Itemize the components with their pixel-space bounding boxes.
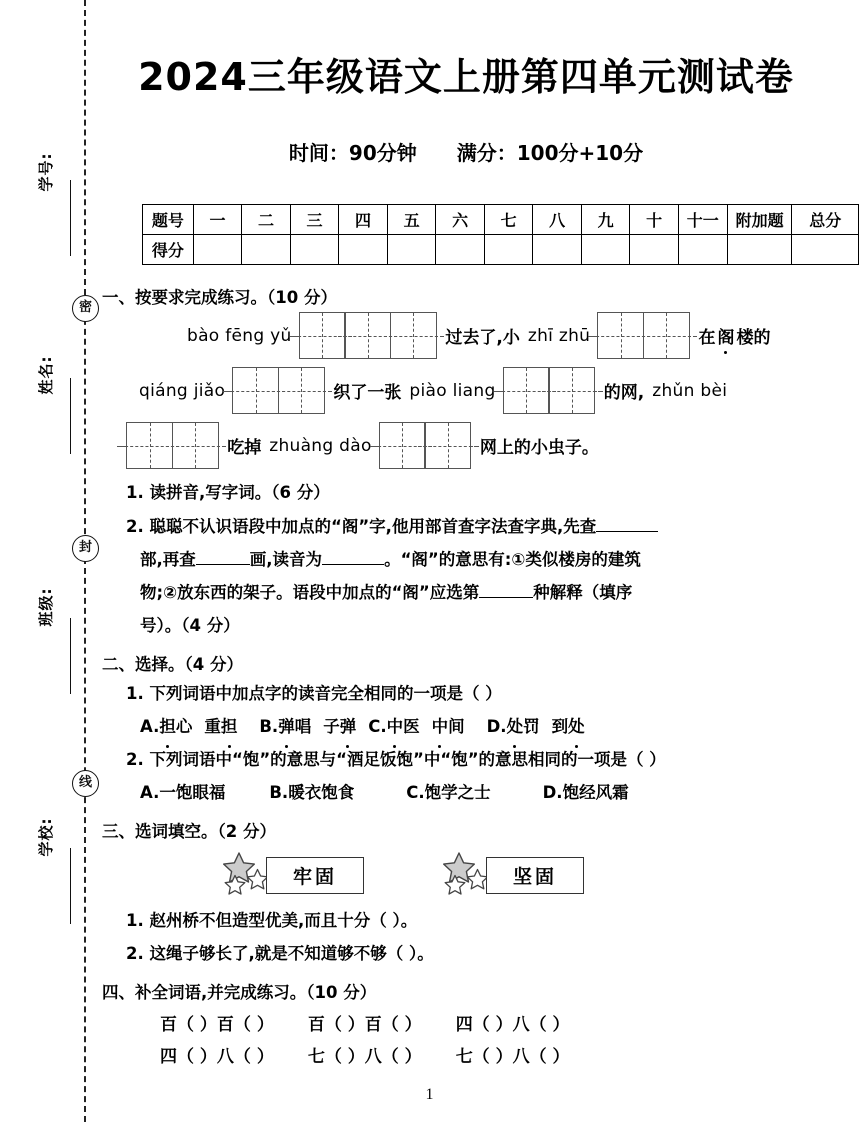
- score-cell-5[interactable]: [387, 235, 436, 265]
- idiom-item[interactable]: 七（ ）八（ ）: [455, 1047, 570, 1067]
- section-1-heading: 一、按要求完成练习。（10 分）: [102, 288, 337, 307]
- passage-text-1: 过去了,小: [445, 328, 520, 348]
- option-d-label: D.: [486, 717, 507, 736]
- score-col-extra: 附加题: [727, 205, 792, 235]
- q2-blank-radical[interactable]: [596, 513, 658, 532]
- tianzige-cell[interactable]: [172, 422, 219, 469]
- option-d-dot-char-2: 处: [568, 712, 585, 742]
- q2-blank-pronunciation[interactable]: [322, 546, 384, 565]
- option2-d[interactable]: [543, 783, 629, 802]
- idiom-row-1: [160, 1010, 848, 1035]
- word-choice-row: [220, 850, 848, 900]
- option-d-word-2-pre: 到: [551, 717, 569, 736]
- idiom-item[interactable]: 百（ ）百（ ）: [160, 1015, 274, 1035]
- option-d-dot-char-1: 处: [507, 712, 524, 742]
- answer-grid-5[interactable]: [126, 422, 217, 469]
- option-b-dot-char-2: 弹: [340, 712, 357, 742]
- q2-blank-meaning[interactable]: [479, 579, 533, 598]
- margin-label-name: 姓名:: [37, 355, 55, 395]
- section-3-question-1[interactable]: 1. 赵州桥不但造型优美,而且十分（ ）。: [126, 911, 418, 930]
- idiom-item[interactable]: 七（ ）八（ ）: [307, 1047, 422, 1067]
- pinyin-zhuangdao: zhuàng dào: [269, 435, 372, 456]
- star-cluster-1: [220, 850, 272, 900]
- option-c-dot-char-1: 中: [387, 712, 404, 742]
- option-a-dot-char-1: 担: [159, 712, 176, 742]
- section-2-question-1: 1. 下列词语中加点字的读音完全相同的一项是（ ）: [126, 684, 502, 703]
- score-cell-8[interactable]: [533, 235, 582, 265]
- score-col-11: 十一: [678, 205, 727, 235]
- option2-b-text: 暖衣饱食: [288, 783, 355, 802]
- option2-a-label: A.: [140, 783, 160, 802]
- pinyin-line-1: [180, 312, 848, 359]
- option-b-word-2-pre: 子: [323, 717, 340, 736]
- score-col-9: 九: [581, 205, 630, 235]
- option2-b-label: B.: [269, 783, 289, 802]
- star-icon-small-2: [444, 874, 466, 895]
- option-a-dot-char-2: 担: [221, 712, 238, 742]
- word-option-laogu[interactable]: 牢固: [266, 857, 364, 894]
- star-icon-small-2: [224, 874, 246, 895]
- answer-grid-4[interactable]: [503, 367, 594, 414]
- section-3-question-2[interactable]: 2. 这绳子够长了,就是不知道够不够（ ）。: [126, 944, 434, 963]
- option2-d-text: 饱经风霜: [562, 783, 629, 802]
- option2-d-label: D.: [542, 783, 563, 802]
- pinyin-line-3: [126, 422, 848, 469]
- score-cell-9[interactable]: [581, 235, 630, 265]
- pinyin-piaoliang: piào liang: [409, 380, 496, 401]
- q2-text-a: 2. 聪聪不认识语段中加点的“阁”字,他用部首查字法查字典,先查: [126, 517, 597, 536]
- word-option-jiangu[interactable]: 坚固: [486, 857, 584, 894]
- idiom-item[interactable]: 四（ ）八（ ）: [455, 1015, 570, 1035]
- option-d[interactable]: [487, 717, 585, 736]
- option2-b[interactable]: [269, 783, 354, 802]
- q2-text-c: 画,读音为: [249, 550, 323, 569]
- tianzige-cell[interactable]: [548, 367, 595, 414]
- answer-grid-2[interactable]: [597, 312, 688, 359]
- star-cluster-2: [440, 850, 492, 900]
- option-c-word-1-rest: 医: [403, 717, 420, 736]
- tianzige-cell[interactable]: [424, 422, 471, 469]
- seal-mark-feng: 封: [72, 535, 99, 562]
- margin-rule-4: [70, 848, 71, 924]
- option-d-word-1-rest: 罚: [523, 717, 540, 736]
- score-col-4: 四: [339, 205, 388, 235]
- score-cell-extra[interactable]: [727, 235, 792, 265]
- pinyin-qiangjiao: qiáng jiǎo: [139, 380, 226, 401]
- passage-text-6: 网上的小虫子。: [479, 438, 599, 458]
- option2-a[interactable]: [140, 783, 225, 802]
- seal-mark-xian: 线: [72, 770, 99, 797]
- exam-total-score: 满分：100分+10分: [456, 141, 644, 165]
- option-b[interactable]: [259, 717, 356, 736]
- option2-c[interactable]: [406, 783, 490, 802]
- answer-grid-6[interactable]: [379, 422, 470, 469]
- answer-grid-3[interactable]: [232, 367, 323, 414]
- score-col-10: 十: [630, 205, 679, 235]
- score-table-value-row: [143, 235, 859, 265]
- exam-meta: [96, 137, 836, 166]
- option2-c-label: C.: [406, 783, 425, 802]
- passage-text-5: 吃掉: [227, 438, 262, 458]
- seal-margin: [0, 0, 96, 1122]
- margin-rule-3: [70, 618, 71, 694]
- score-table-row-label-score: 得分: [143, 235, 194, 265]
- q2-blank-strokes[interactable]: [196, 546, 250, 565]
- score-col-2: 二: [242, 205, 291, 235]
- section-1-question-1: 1. 读拼音,写字词。（6 分）: [126, 483, 330, 502]
- answer-grid-1[interactable]: [299, 312, 436, 359]
- option-b-dot-char-1: 弹: [278, 712, 295, 742]
- pinyin-baofengyu: bào fēng yǔ: [187, 325, 292, 346]
- score-cell-1[interactable]: [193, 235, 242, 265]
- option-a-label: A.: [140, 717, 160, 736]
- passage-dot-char-ge: 阁: [716, 323, 735, 348]
- pinyin-zhunbei: zhǔn bèi: [652, 380, 728, 401]
- option-b-label: B.: [259, 717, 279, 736]
- score-col-total: 总分: [792, 205, 859, 235]
- score-col-5: 五: [387, 205, 436, 235]
- tianzige-cell[interactable]: [278, 367, 325, 414]
- passage-text-2b: 楼的: [736, 328, 771, 348]
- passage-text-4: 的网,: [603, 383, 645, 403]
- option-a[interactable]: [140, 717, 237, 736]
- margin-label-student-id: 学号:: [37, 152, 55, 192]
- tianzige-cell[interactable]: [390, 312, 437, 359]
- exam-duration: 时间：90分钟: [288, 141, 417, 165]
- pinyin-line-2: [132, 367, 848, 414]
- idiom-item[interactable]: 四（ ）八（ ）: [160, 1047, 274, 1067]
- option-c-label: C.: [368, 717, 387, 736]
- q2-text-f: 种解释（填序: [533, 583, 633, 602]
- pinyin-zhizhu: zhī zhū: [527, 325, 591, 346]
- section-2-heading: 二、选择。（4 分）: [102, 655, 243, 674]
- tianzige-cell[interactable]: [643, 312, 690, 359]
- score-col-8: 八: [533, 205, 582, 235]
- section-2-question-2-options: [140, 778, 848, 808]
- margin-rule-2: [70, 378, 71, 454]
- score-table: [142, 204, 859, 265]
- page-number: 1: [425, 1086, 434, 1103]
- section-1-question-2: [126, 511, 848, 542]
- score-cell-10[interactable]: [630, 235, 679, 265]
- section-2-question-2: 2. 下列词语中“饱”的意思与“酒足饭饱”中“饱”的意思相同的一项是（ ）: [126, 750, 666, 769]
- score-cell-total[interactable]: [792, 235, 859, 265]
- word-choice-unit-2: [440, 850, 584, 900]
- option-a-word-1-rest: 心: [175, 717, 193, 736]
- q2-text-d: 。“阁”的意思有:①类似楼房的建筑: [384, 550, 641, 569]
- section-2-question-1-options: [140, 712, 848, 742]
- seal-mark-mi: 密: [72, 295, 99, 322]
- score-cell-4[interactable]: [339, 235, 388, 265]
- exam-body: [96, 284, 848, 1067]
- option2-a-text: 一饱眼福: [159, 783, 226, 802]
- option-b-word-1-rest: 唱: [294, 717, 312, 736]
- option-c[interactable]: [368, 717, 464, 736]
- score-cell-6[interactable]: [436, 235, 485, 265]
- option-a-word-2-pre: 重: [204, 717, 221, 736]
- score-col-1: 一: [193, 205, 242, 235]
- section-4-heading: 四、补全词语,并完成练习。（10 分）: [102, 983, 377, 1002]
- section-1-question-2-line3: [140, 578, 848, 608]
- score-col-6: 六: [436, 205, 485, 235]
- page-title: 2024三年级语文上册第四单元测试卷: [138, 55, 794, 99]
- score-cell-3[interactable]: [290, 235, 339, 265]
- score-col-3: 三: [290, 205, 339, 235]
- margin-rule-1: [70, 180, 71, 256]
- word-choice-unit-1: [220, 850, 364, 900]
- idiom-row-2: [160, 1042, 848, 1067]
- passage-text-2a: 在: [698, 328, 716, 348]
- score-col-7: 七: [484, 205, 533, 235]
- q2-text-b: 部,再查: [140, 550, 196, 569]
- score-table-header-row: [143, 205, 859, 235]
- margin-label-school: 学校:: [37, 817, 55, 857]
- score-cell-7[interactable]: [484, 235, 533, 265]
- score-cell-2[interactable]: [242, 235, 291, 265]
- q2-text-e: 物;②放东西的架子。语段中加点的“阁”应选第: [140, 583, 480, 602]
- option-c-dot-char-2: 中: [432, 712, 449, 742]
- section-3-heading: 三、选词填空。（2 分）: [102, 822, 276, 841]
- passage-text-3: 织了一张: [333, 383, 402, 403]
- option-c-word-2-rest: 间: [448, 717, 465, 736]
- section-1-question-2-line4: 号）。（4 分）: [140, 616, 240, 635]
- margin-label-class: 班级:: [37, 587, 55, 627]
- option2-c-text: 饱学之士: [424, 783, 491, 802]
- score-cell-11[interactable]: [678, 235, 727, 265]
- score-table-row-label-number: 题号: [143, 205, 194, 235]
- idiom-item[interactable]: 百（ ）百（ ）: [307, 1015, 422, 1035]
- section-1-question-2-line2: [140, 545, 848, 575]
